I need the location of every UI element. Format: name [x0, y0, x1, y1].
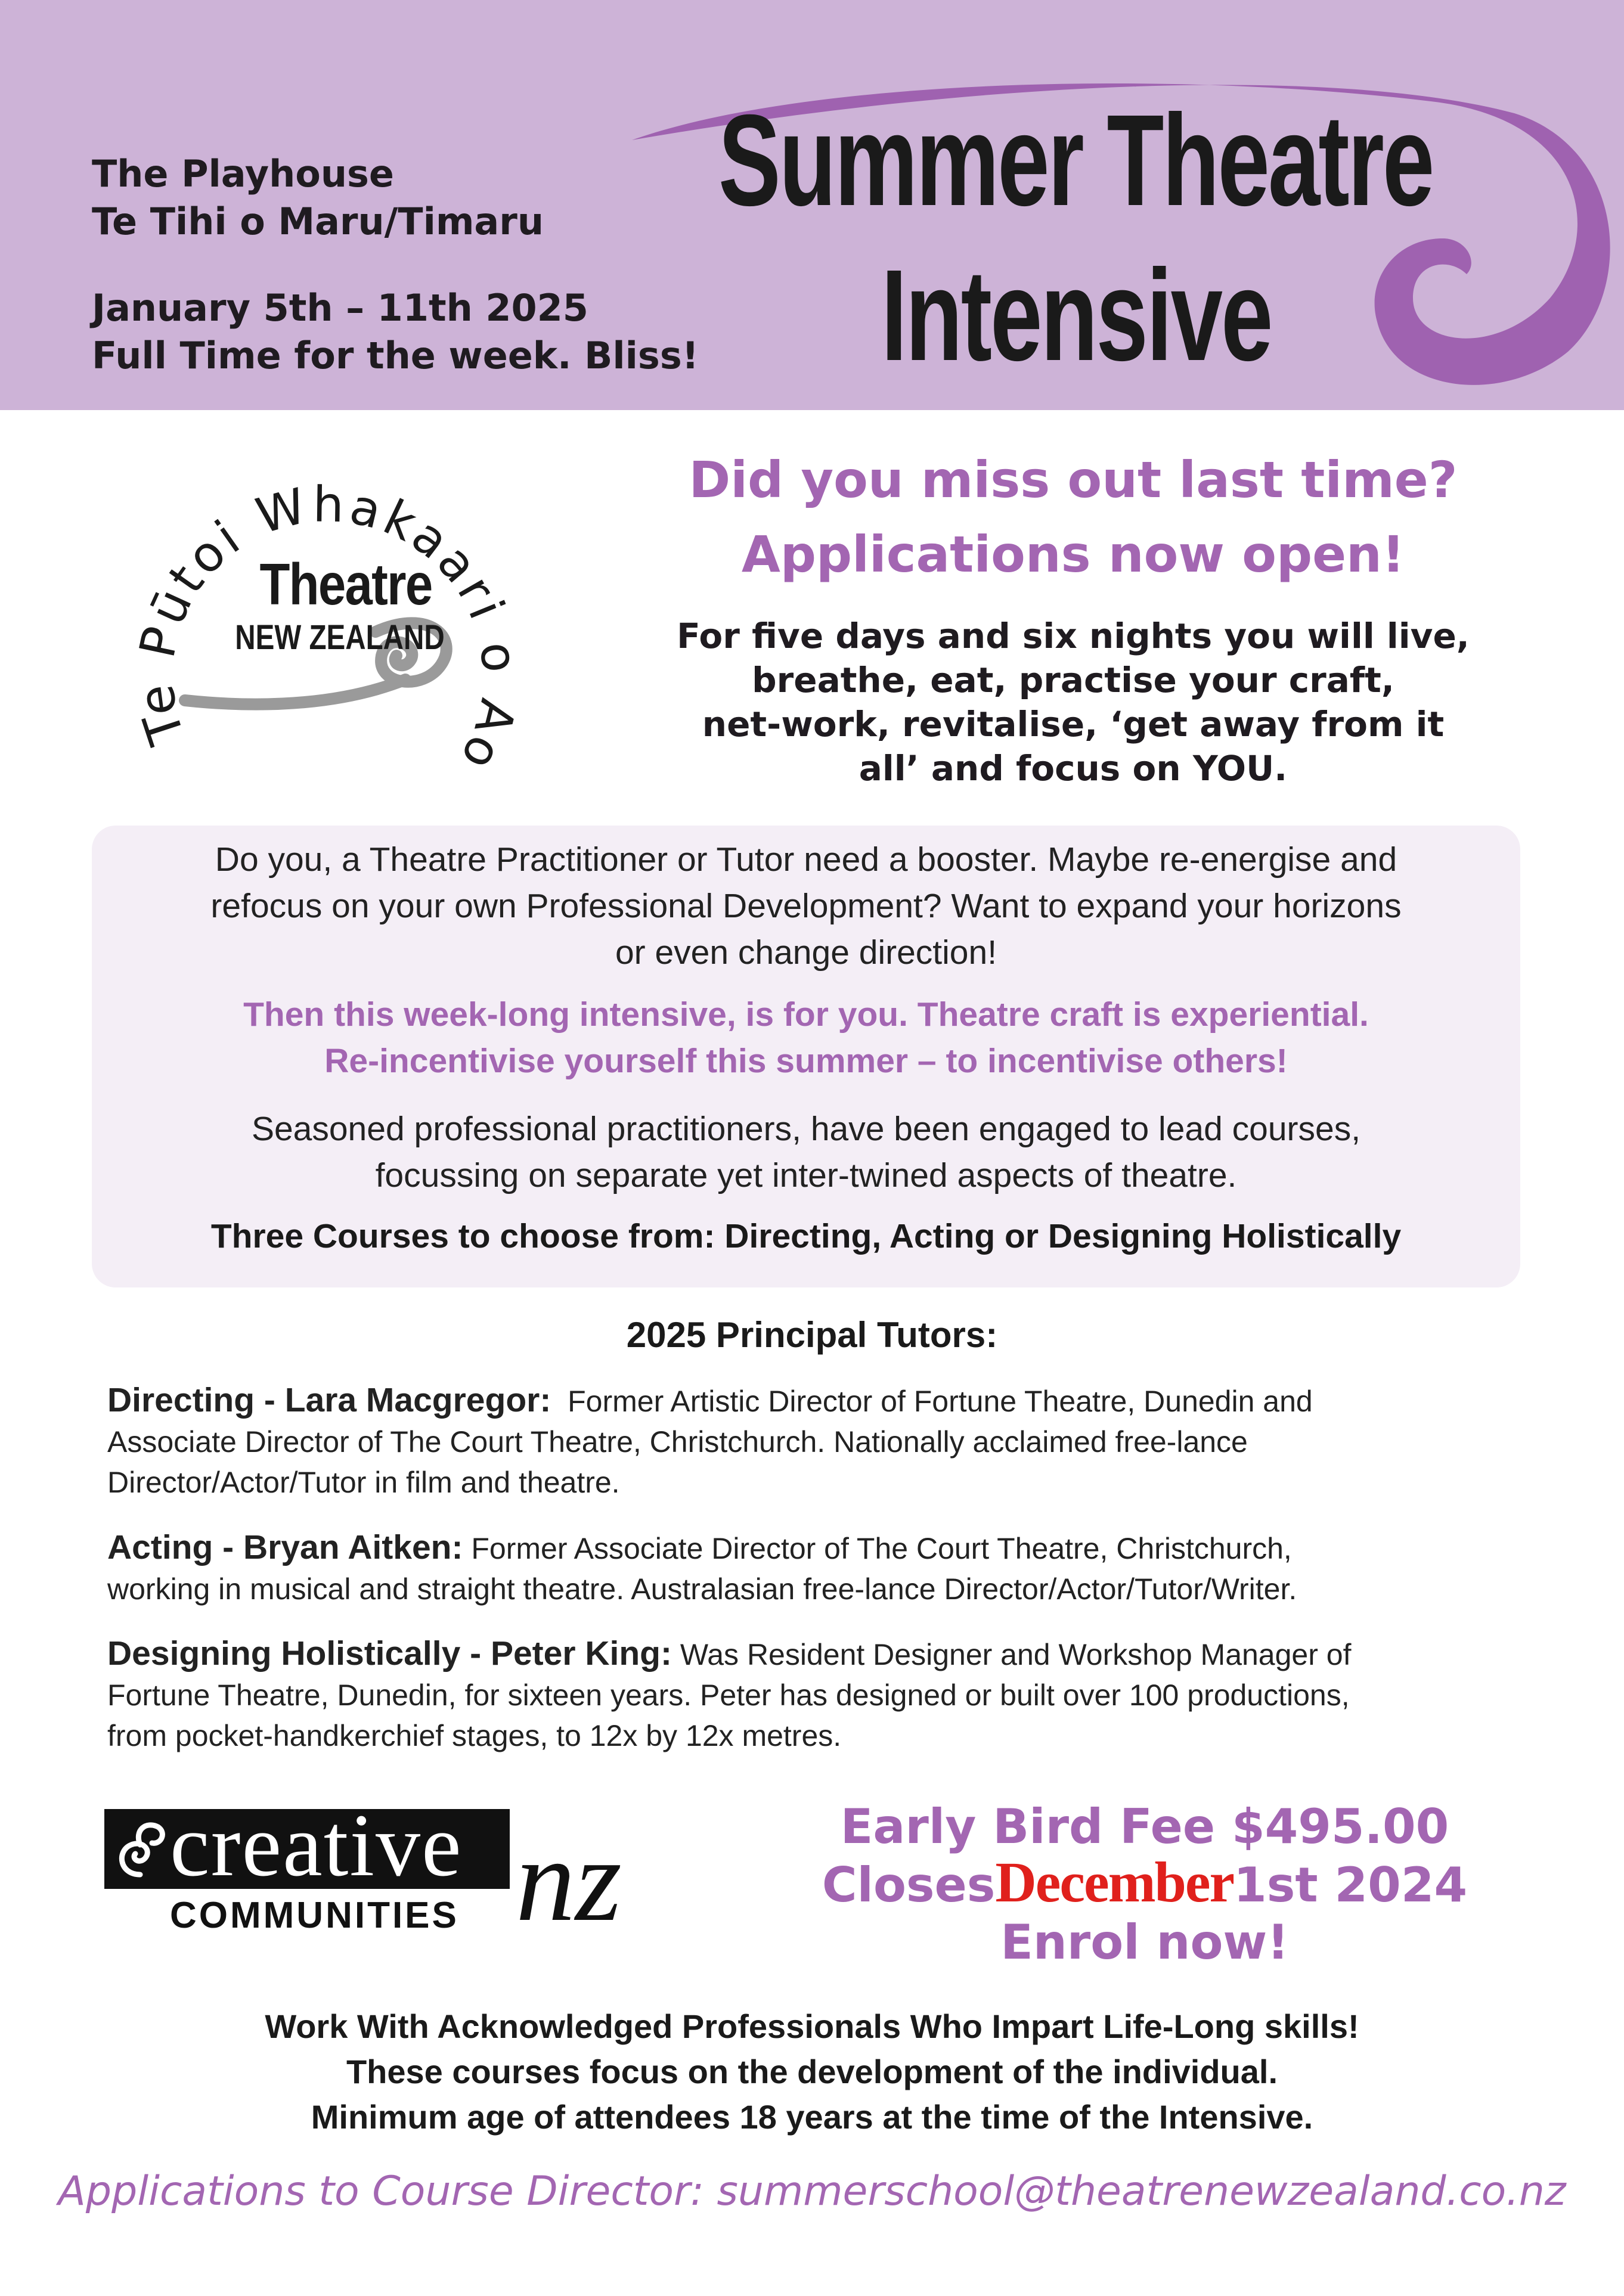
- tutor-bio-line: working in musical and straight theatre. Australasian free-lance Director/Actor/Tutor/Writer.: [107, 1572, 1297, 1606]
- heading-miss-out: Did you miss out last time?: [689, 451, 1458, 509]
- venue-line-2: Te Tihi o Maru/Timaru: [92, 200, 544, 243]
- tutor-directing: [107, 1380, 1526, 1503]
- tutor-designing: [107, 1633, 1526, 1756]
- tutor-bio-line: Was Resident Designer and Workshop Manager of: [680, 1638, 1352, 1671]
- intro-line: all’ and focus on YOU.: [859, 748, 1288, 789]
- seasoned-paragraph: [92, 1106, 1520, 1199]
- title-line-2: Intensive: [881, 243, 1272, 388]
- header-banner: [0, 0, 1624, 410]
- nz-word: nz: [516, 1814, 622, 1946]
- communities-word: COMMUNITIES: [170, 1895, 459, 1936]
- logo-word-new-zealand: NEW ZEALAND: [235, 618, 445, 657]
- tutor-bio-line: Former Associate Director of The Court Theatre, Christchurch,: [471, 1532, 1292, 1565]
- logo-word-theatre: Theatre: [259, 551, 432, 617]
- venue-line-1: The Playhouse: [92, 152, 394, 196]
- tutor-acting: [107, 1527, 1526, 1609]
- closes-month: December: [995, 1850, 1234, 1914]
- creative-word: creative: [170, 1796, 463, 1895]
- tutors-heading: 2025 Principal Tutors:: [626, 1315, 998, 1355]
- event-dates: January 5th – 11th 2025: [92, 286, 588, 330]
- enrol-now: Enrol now!: [1000, 1915, 1289, 1970]
- intro-line: For five days and six nights you will live,: [677, 616, 1470, 656]
- highlight-line: Re-incentivise yourself this summer – to incentivise others!: [324, 1042, 1288, 1080]
- courses-line: Three Courses to choose from: Directing, Acting or Designing Holistically: [210, 1217, 1402, 1255]
- tutor-bio-line: Associate Director of The Court Theatre, Christchurch. Nationally acclaimed free-lance: [107, 1425, 1248, 1459]
- tutor-name: Acting - Bryan Aitken:: [107, 1528, 463, 1566]
- closes-line: [775, 1850, 1514, 1915]
- intro-line: breathe, eat, practise your craft,: [752, 660, 1394, 700]
- seasoned-line: focussing on separate yet inter-twined aspects of theatre.: [375, 1156, 1237, 1194]
- tutor-name: Designing Holistically - Peter King:: [107, 1634, 672, 1673]
- booster-line: refocus on your own Professional Development? Want to expand your horizons: [210, 887, 1402, 925]
- heading-applications-open: Applications now open!: [741, 525, 1405, 584]
- booster-line: Do you, a Theatre Practitioner or Tutor need a booster. Maybe re-energise and: [215, 840, 1397, 879]
- logo-arc-label: Te Pūtoi Whakaari o Ao: [128, 476, 529, 782]
- event-tagline: Full Time for the week. Bliss!: [92, 334, 699, 377]
- highlight-line: Then this week-long intensive, is for you. Theatre craft is experiential.: [243, 995, 1369, 1034]
- tutor-name: Directing - Lara Macgregor:: [107, 1381, 551, 1419]
- intro-line: net-work, revitalise, ‘get away from it: [702, 704, 1445, 744]
- tutor-bio-line: Fortune Theatre, Dunedin, for sixteen years. Peter has designed or built over 100 productions,: [107, 1678, 1350, 1712]
- title-line-1: Summer Theatre: [718, 88, 1433, 233]
- closes-date: 1st 2024: [1234, 1857, 1468, 1913]
- seasoned-line: Seasoned professional practitioners, have been engaged to lead courses,: [251, 1110, 1361, 1148]
- booster-paragraph: [92, 836, 1520, 976]
- closes-label: Closes: [822, 1857, 996, 1913]
- tutor-bio-line: from pocket-handkerchief stages, to 12x by 12x metres.: [107, 1719, 842, 1752]
- creative-communities-logo: [104, 1796, 730, 1946]
- footer-line: Minimum age of attendees 18 years at the time of the Intensive.: [311, 2098, 1313, 2136]
- footer-line: These courses focus on the development of the individual.: [346, 2053, 1278, 2090]
- early-bird-fee: Early Bird Fee $495.00: [840, 1799, 1449, 1854]
- footer-line: Work With Acknowledged Professionals Who Impart Life-Long skills!: [265, 2008, 1359, 2045]
- tutor-bio-line: Former Artistic Director of Fortune Theatre, Dunedin and: [568, 1385, 1313, 1418]
- tutor-bio-line: Director/Actor/Tutor in film and theatre.: [107, 1466, 620, 1499]
- booster-line: or even change direction!: [615, 933, 997, 972]
- highlight-paragraph: [92, 991, 1520, 1084]
- intro-paragraph: [620, 614, 1526, 790]
- theatre-nz-logo: [119, 429, 537, 811]
- info-box: [92, 826, 1520, 1287]
- contact-email-line[interactable]: Applications to Course Director: summerschool@theatrenewzealand.co.nz: [58, 2168, 1566, 2215]
- koru-icon: [110, 1818, 170, 1884]
